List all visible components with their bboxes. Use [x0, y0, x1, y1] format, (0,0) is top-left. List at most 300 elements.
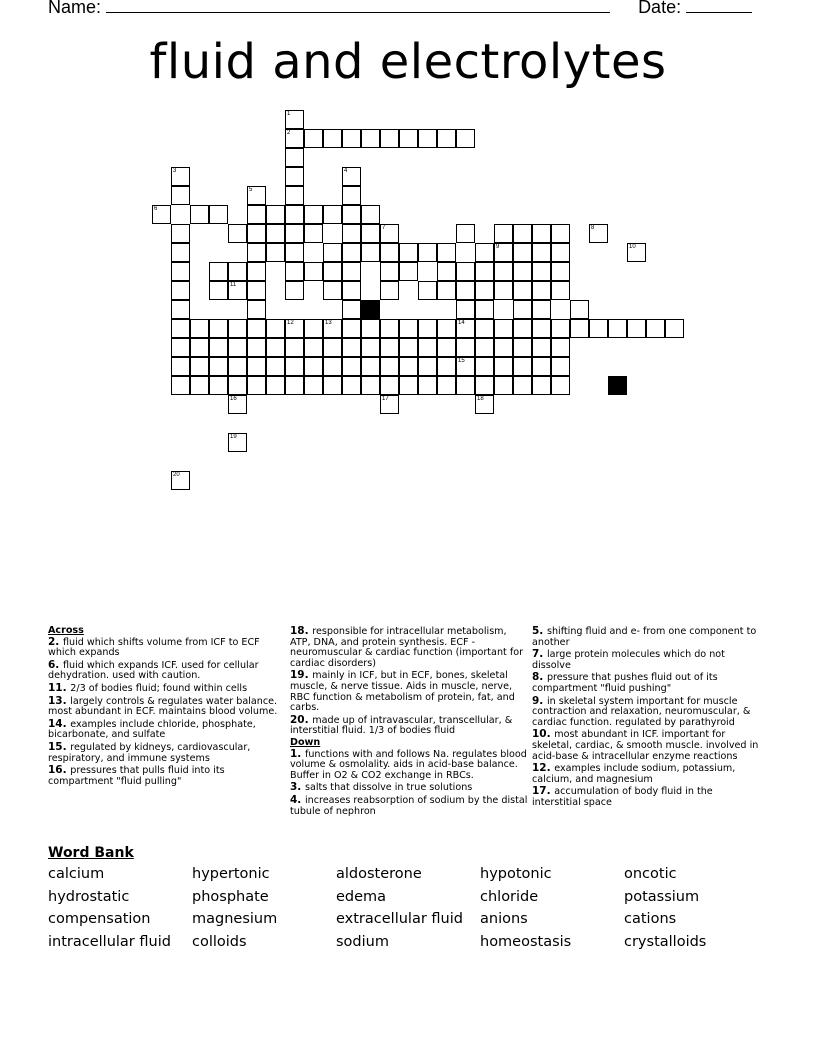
clue-item [48, 742, 284, 764]
grid-cell[interactable] [304, 376, 323, 395]
grid-cell[interactable] [209, 319, 228, 338]
grid-cell[interactable] [380, 224, 399, 243]
grid-cell[interactable] [437, 376, 456, 395]
word-bank-word: potassium [624, 888, 700, 905]
grid-cell[interactable] [285, 224, 304, 243]
grid-cell[interactable] [513, 224, 532, 243]
clue-item-number: 9. [532, 694, 547, 707]
grid-cell[interactable] [456, 281, 475, 300]
grid-cell[interactable] [513, 376, 532, 395]
grid-cell[interactable] [380, 129, 399, 148]
grid-cell[interactable] [228, 338, 247, 357]
grid-cell[interactable] [247, 338, 266, 357]
clue-item-number: 6. [48, 658, 63, 671]
word-bank-word: hypertonic [192, 866, 270, 882]
grid-cell[interactable] [589, 224, 608, 243]
clue-item [532, 763, 764, 785]
clue-item-text: fluid which shifts volume from ICF to ECF which expands [48, 636, 260, 659]
grid-cell[interactable] [532, 338, 551, 357]
grid-cell[interactable] [494, 281, 513, 300]
grid-cell[interactable] [532, 357, 551, 376]
grid-cell[interactable] [247, 300, 266, 319]
clue-number: 8 [591, 225, 595, 231]
grid-cell[interactable] [247, 262, 266, 281]
clue-number: 17 [382, 396, 389, 402]
grid-cell[interactable] [323, 281, 342, 300]
clue-number: 14 [458, 320, 465, 326]
clue-item [48, 765, 284, 787]
grid-cell[interactable] [304, 319, 323, 338]
grid-cell[interactable] [456, 224, 475, 243]
grid-cell[interactable] [171, 186, 190, 205]
clue-item [290, 715, 528, 737]
grid-cell[interactable] [475, 376, 494, 395]
grid-cell[interactable] [171, 281, 190, 300]
grid-cell[interactable] [285, 110, 304, 129]
clue-item-number: 18. [290, 625, 313, 637]
word-bank-word: magnesium [192, 911, 278, 927]
clue-item-text: in skeletal system important for muscle contraction and relaxation, neuromuscular, & cardiac function. regulated by parathyroid [532, 695, 751, 728]
grid-cell[interactable] [418, 338, 437, 357]
clue-item-number: 4. [290, 793, 305, 806]
grid-cell[interactable] [266, 243, 285, 262]
grid-cell[interactable] [171, 376, 190, 395]
grid-cell[interactable] [608, 319, 627, 338]
clue-item-text: large protein molecules which do not dissolve [532, 649, 725, 671]
clue-item-number: 5. [532, 625, 547, 637]
clue-section-heading: Across [48, 625, 84, 636]
grid-cell[interactable] [494, 243, 513, 262]
grid-cell[interactable] [380, 262, 399, 281]
grid-cell[interactable] [342, 376, 361, 395]
grid-cell[interactable] [627, 319, 646, 338]
clue-item-number: 16. [48, 764, 71, 777]
clue-item-text: 2/3 of bodies fluid; found within cells [70, 682, 248, 694]
grid-cell[interactable] [266, 319, 285, 338]
grid-cell[interactable] [532, 319, 551, 338]
grid-cell[interactable] [323, 357, 342, 376]
grid-cell[interactable] [228, 281, 247, 300]
grid-cell[interactable] [399, 357, 418, 376]
grid-cell[interactable] [532, 262, 551, 281]
grid-cell[interactable] [304, 129, 323, 148]
date-label: Date: [638, 0, 682, 17]
clue-item-text: examples include chloride, phosphate, bicarbonate, and sulfate [48, 718, 256, 741]
grid-cell[interactable] [513, 243, 532, 262]
clue-item [290, 795, 528, 817]
clue-item-text: pressure that pushes fluid out of its compartment "fluid pushing" [532, 672, 718, 694]
grid-cell[interactable] [551, 319, 570, 338]
grid-cell[interactable] [456, 129, 475, 148]
grid-cell[interactable] [304, 205, 323, 224]
grid-cell[interactable] [323, 376, 342, 395]
word-bank-word: aldosterone [336, 866, 422, 882]
grid-cell[interactable] [437, 357, 456, 376]
grid-cell[interactable] [285, 167, 304, 186]
grid-cell[interactable] [247, 376, 266, 395]
grid-cell[interactable] [589, 319, 608, 338]
grid-cell[interactable] [570, 319, 589, 338]
grid-cell[interactable] [361, 205, 380, 224]
grid-cell[interactable] [190, 205, 209, 224]
grid-cell[interactable] [456, 376, 475, 395]
grid-cell[interactable] [285, 129, 304, 148]
grid-cell[interactable] [323, 262, 342, 281]
grid-cell[interactable] [532, 243, 551, 262]
grid-cell[interactable] [513, 300, 532, 319]
word-bank-word: crystalloids [624, 933, 707, 950]
grid-cell[interactable] [342, 167, 361, 186]
grid-cell[interactable] [266, 205, 285, 224]
grid-cell[interactable] [171, 224, 190, 243]
grid-cell[interactable] [399, 376, 418, 395]
grid-cell[interactable] [475, 281, 494, 300]
grid-cell[interactable] [551, 357, 570, 376]
grid-cell[interactable] [171, 471, 190, 490]
grid-cell[interactable] [399, 262, 418, 281]
clue-item-number: 2. [48, 635, 63, 648]
grid-cell[interactable] [361, 376, 380, 395]
grid-cell[interactable] [190, 376, 209, 395]
clues-column-1 [48, 626, 284, 788]
grid-cell[interactable] [209, 357, 228, 376]
grid-cell[interactable] [551, 281, 570, 300]
grid-cell[interactable] [380, 243, 399, 262]
clue-item [532, 626, 764, 648]
clue-number: 4 [344, 168, 348, 174]
grid-cell[interactable] [532, 376, 551, 395]
grid-cell[interactable] [228, 319, 247, 338]
grid-cell[interactable] [209, 205, 228, 224]
grid-black-cell [361, 300, 380, 319]
grid-cell[interactable] [418, 319, 437, 338]
clue-item [532, 672, 764, 694]
grid-cell[interactable] [380, 319, 399, 338]
clue-number: 11 [230, 282, 237, 288]
grid-cell[interactable] [513, 262, 532, 281]
grid-cell[interactable] [475, 395, 494, 414]
grid-cell[interactable] [399, 243, 418, 262]
grid-cell[interactable] [494, 224, 513, 243]
grid-cell[interactable] [342, 205, 361, 224]
grid-cell[interactable] [190, 357, 209, 376]
clue-item [532, 786, 764, 808]
grid-cell[interactable] [266, 357, 285, 376]
grid-cell[interactable] [285, 357, 304, 376]
word-bank-word: anions [480, 911, 528, 927]
grid-cell[interactable] [171, 243, 190, 262]
grid-cell[interactable] [209, 281, 228, 300]
grid-cell[interactable] [342, 262, 361, 281]
clue-item-number: 11. [48, 681, 71, 694]
grid-cell[interactable] [494, 376, 513, 395]
clue-number: 1 [287, 111, 291, 117]
grid-cell[interactable] [266, 376, 285, 395]
word-bank-word: sodium [336, 933, 389, 950]
clues-column-2 [290, 626, 528, 818]
grid-cell[interactable] [266, 224, 285, 243]
grid-cell[interactable] [304, 224, 323, 243]
grid-cell[interactable] [532, 224, 551, 243]
grid-cell[interactable] [342, 300, 361, 319]
grid-cell[interactable] [570, 300, 589, 319]
grid-cell[interactable] [437, 319, 456, 338]
clues-column-3 [532, 626, 764, 810]
grid-cell[interactable] [342, 224, 361, 243]
grid-cell[interactable] [285, 243, 304, 262]
clue-number: 6 [154, 206, 158, 212]
grid-cell[interactable] [399, 338, 418, 357]
grid-cell[interactable] [342, 281, 361, 300]
grid-cell[interactable] [342, 129, 361, 148]
clue-item [48, 660, 284, 682]
grid-cell[interactable] [171, 357, 190, 376]
grid-cell[interactable] [285, 262, 304, 281]
clue-item-number: 10. [532, 728, 555, 741]
grid-cell[interactable] [304, 262, 323, 281]
grid-cell[interactable] [228, 262, 247, 281]
grid-cell[interactable] [494, 262, 513, 281]
grid-cell[interactable] [209, 338, 228, 357]
word-bank-word: colloids [192, 933, 247, 950]
grid-cell[interactable] [171, 262, 190, 281]
clue-item-number: 14. [48, 717, 71, 730]
grid-cell[interactable] [380, 281, 399, 300]
grid-cell[interactable] [228, 224, 247, 243]
clue-item-text: largely controls & regulates water balance. most abundant in ECF. maintains blood volume. [48, 695, 278, 718]
clue-item [532, 649, 764, 671]
grid-cell[interactable] [532, 281, 551, 300]
grid-cell[interactable] [494, 338, 513, 357]
word-bank-title: Word Bank [48, 845, 134, 861]
grid-cell[interactable] [342, 243, 361, 262]
grid-cell[interactable] [437, 129, 456, 148]
clue-item [48, 637, 284, 659]
grid-cell[interactable] [342, 319, 361, 338]
grid-cell[interactable] [247, 281, 266, 300]
grid-cell[interactable] [285, 376, 304, 395]
grid-cell[interactable] [646, 319, 665, 338]
clue-number: 15 [458, 358, 465, 364]
grid-cell[interactable] [171, 319, 190, 338]
grid-cell[interactable] [247, 205, 266, 224]
grid-cell[interactable] [456, 262, 475, 281]
clue-item-number: 7. [532, 648, 547, 661]
grid-cell[interactable] [247, 186, 266, 205]
clue-item-text: most abundant in ICF. important for skeletal, cardiac, & smooth muscle. involved in acid-base & intracellular enzyme reactions [532, 729, 759, 762]
clue-number: 3 [173, 168, 177, 174]
grid-cell[interactable] [380, 338, 399, 357]
clue-item-text: pressures that pulls fluid into its compartment "fluid pulling" [48, 765, 225, 787]
clue-item-text: shifting fluid and e- from one component to another [532, 626, 757, 648]
clue-item-number: 3. [290, 781, 305, 794]
grid-cell[interactable] [304, 357, 323, 376]
grid-cell[interactable] [361, 224, 380, 243]
grid-cell[interactable] [323, 129, 342, 148]
clue-item [48, 683, 284, 695]
clue-number: 16 [230, 396, 237, 402]
grid-cell[interactable] [532, 300, 551, 319]
grid-cell[interactable] [209, 262, 228, 281]
grid-cell[interactable] [399, 129, 418, 148]
grid-cell[interactable] [342, 338, 361, 357]
grid-cell[interactable] [494, 357, 513, 376]
grid-cell[interactable] [551, 376, 570, 395]
grid-cell[interactable] [247, 319, 266, 338]
clue-item-text: functions with and follows Na. regulates blood volume & osmolality. aids in acid-base balance. Buffer in O2 & CO2 exchange in RBCs. [290, 748, 527, 781]
clue-item-text: increases reabsorption of sodium by the distal tubule of nephron [290, 794, 528, 817]
grid-cell[interactable] [171, 300, 190, 319]
grid-cell[interactable] [361, 243, 380, 262]
grid-cell[interactable] [418, 357, 437, 376]
grid-cell[interactable] [437, 281, 456, 300]
grid-cell[interactable] [361, 319, 380, 338]
clue-item-number: 8. [532, 671, 547, 684]
word-bank-word: chloride [480, 888, 539, 905]
grid-cell[interactable] [247, 224, 266, 243]
grid-cell[interactable] [171, 338, 190, 357]
grid-cell[interactable] [418, 243, 437, 262]
clue-number: 5 [249, 187, 253, 193]
clue-item-text: made up of intravascular, transcellular, & interstitial fluid. 1/3 of bodies fluid [290, 714, 513, 737]
grid-cell[interactable] [475, 300, 494, 319]
grid-cell[interactable] [342, 186, 361, 205]
clue-number: 18 [477, 396, 484, 402]
grid-cell[interactable] [551, 262, 570, 281]
grid-cell[interactable] [342, 357, 361, 376]
word-bank-word: compensation [48, 911, 151, 927]
grid-cell[interactable] [399, 319, 418, 338]
clue-item-number: 13. [48, 694, 71, 707]
grid-cell[interactable] [361, 357, 380, 376]
word-bank-word: calcium [48, 866, 105, 882]
grid-cell[interactable] [380, 357, 399, 376]
clue-item-number: 19. [290, 669, 313, 682]
clue-item [532, 696, 764, 729]
grid-cell[interactable] [285, 148, 304, 167]
grid-cell[interactable] [228, 395, 247, 414]
grid-cell[interactable] [665, 319, 684, 338]
clue-number: 13 [325, 320, 332, 326]
grid-cell[interactable] [266, 338, 285, 357]
clue-item-text: fluid which expands ICF. used for cellular dehydration. used with caution. [48, 659, 259, 682]
clue-number: 10 [629, 244, 636, 250]
grid-cell[interactable] [513, 319, 532, 338]
grid-cell[interactable] [475, 243, 494, 262]
clue-item-number: 20. [290, 713, 313, 726]
grid-cell[interactable] [475, 357, 494, 376]
clue-item [290, 670, 528, 713]
grid-cell[interactable] [551, 338, 570, 357]
grid-cell[interactable] [285, 319, 304, 338]
clue-number: 12 [287, 320, 294, 326]
grid-cell[interactable] [380, 376, 399, 395]
grid-cell[interactable] [361, 338, 380, 357]
clue-item [48, 719, 284, 741]
grid-cell[interactable] [456, 300, 475, 319]
grid-cell[interactable] [437, 338, 456, 357]
grid-cell[interactable] [285, 338, 304, 357]
grid-black-cell [608, 376, 627, 395]
clue-item-text: accumulation of body fluid in the interstitial space [532, 786, 713, 808]
grid-cell[interactable] [513, 357, 532, 376]
grid-cell[interactable] [418, 376, 437, 395]
grid-cell[interactable] [228, 433, 247, 452]
grid-cell[interactable] [323, 243, 342, 262]
grid-cell[interactable] [228, 357, 247, 376]
clue-number: 7 [382, 225, 386, 231]
grid-cell[interactable] [475, 262, 494, 281]
grid-cell[interactable] [361, 129, 380, 148]
clue-section-heading: Down [290, 736, 321, 748]
grid-cell[interactable] [323, 205, 342, 224]
grid-cell[interactable] [285, 205, 304, 224]
grid-cell[interactable] [247, 357, 266, 376]
grid-cell[interactable] [551, 224, 570, 243]
grid-cell[interactable] [551, 243, 570, 262]
grid-cell[interactable] [494, 319, 513, 338]
grid-cell[interactable] [418, 281, 437, 300]
grid-cell[interactable] [418, 129, 437, 148]
clue-item [290, 749, 528, 782]
grid-cell[interactable] [456, 319, 475, 338]
word-bank-word: phosphate [192, 888, 269, 905]
clue-item [290, 626, 528, 669]
word-bank-word: hypotonic [480, 866, 552, 882]
grid-cell[interactable] [437, 262, 456, 281]
clue-number: 9 [496, 244, 500, 250]
word-bank-word: hydrostatic [48, 888, 130, 905]
clue-item [290, 782, 528, 794]
grid-cell[interactable] [152, 205, 171, 224]
grid-cell[interactable] [285, 281, 304, 300]
grid-cell[interactable] [437, 243, 456, 262]
clue-number: 2 [287, 130, 291, 136]
grid-cell[interactable] [323, 338, 342, 357]
clue-item [48, 696, 284, 718]
grid-cell[interactable] [171, 167, 190, 186]
grid-cell[interactable] [190, 319, 209, 338]
grid-cell[interactable] [285, 186, 304, 205]
grid-cell[interactable] [456, 357, 475, 376]
word-bank-word: edema [336, 888, 387, 905]
page-title: fluid and electrolytes [149, 34, 667, 90]
grid-cell[interactable] [627, 243, 646, 262]
word-bank-word: oncotic [624, 866, 677, 882]
grid-cell[interactable] [228, 376, 247, 395]
grid-cell[interactable] [209, 376, 228, 395]
clue-item-text: salts that dissolve in true solutions [304, 782, 473, 794]
grid-cell[interactable] [323, 319, 342, 338]
grid-cell[interactable] [475, 319, 494, 338]
clue-item-text: examples include sodium, potassium, calcium, and magnesium [532, 763, 736, 785]
grid-cell[interactable] [190, 338, 209, 357]
grid-cell[interactable] [456, 338, 475, 357]
grid-cell[interactable] [380, 395, 399, 414]
grid-cell[interactable] [475, 338, 494, 357]
clue-item-number: 17. [532, 785, 555, 798]
grid-cell[interactable] [247, 243, 266, 262]
grid-cell[interactable] [304, 338, 323, 357]
word-bank-word: homeostasis [480, 933, 572, 950]
clue-item-text: mainly in ICF, but in ECF, bones, skeletal muscle, & nerve tissue. Aids in muscle, nerve, RBC function & metabolism of protein, fat, and carbs. [290, 670, 515, 714]
word-bank-word: intracellular fluid [48, 933, 171, 950]
name-label: Name: [48, 0, 102, 17]
clue-item-number: 12. [532, 762, 555, 775]
grid-cell[interactable] [513, 281, 532, 300]
grid-cell[interactable] [513, 338, 532, 357]
word-bank-word: extracellular fluid [336, 911, 463, 927]
